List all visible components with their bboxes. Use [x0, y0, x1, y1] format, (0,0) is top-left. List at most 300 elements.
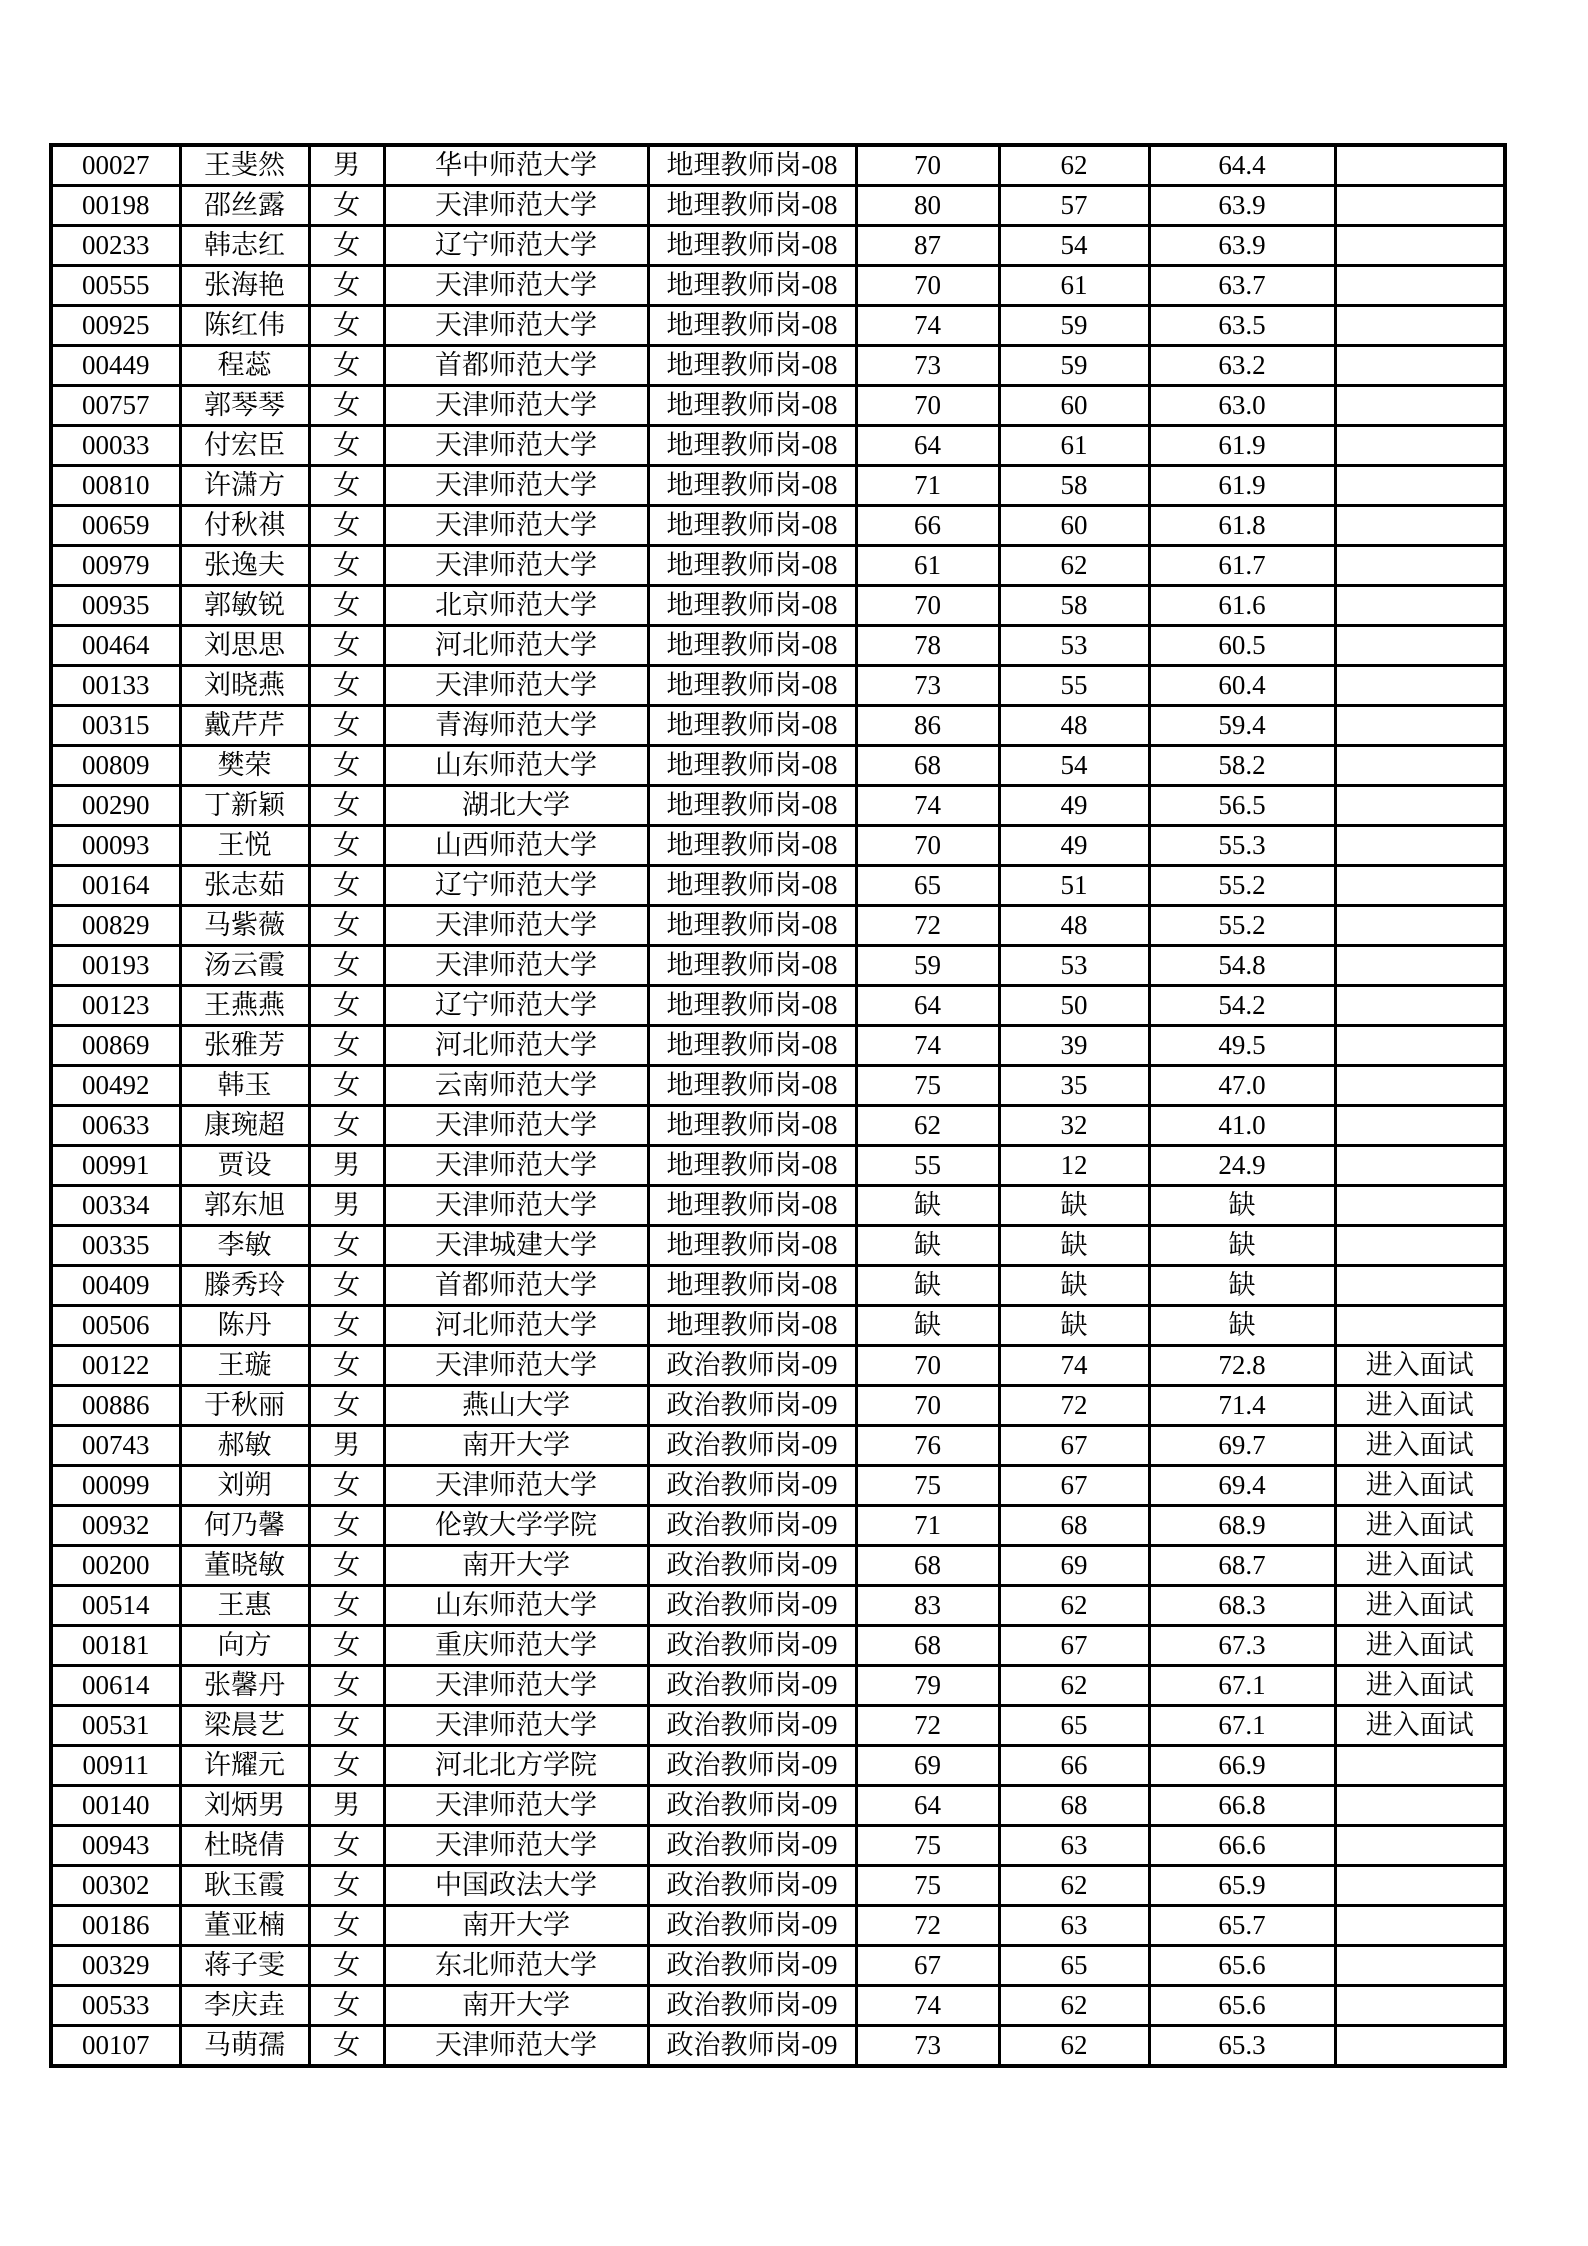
cell-final_score: 71.4 [1149, 1386, 1335, 1426]
cell-id: 00133 [51, 666, 180, 706]
cell-id: 00302 [51, 1866, 180, 1906]
cell-remark [1335, 2026, 1505, 2067]
cell-final_score: 66.6 [1149, 1826, 1335, 1866]
cell-remark: 进入面试 [1335, 1426, 1505, 1466]
cell-written_score: 76 [856, 1426, 999, 1466]
cell-remark [1335, 306, 1505, 346]
cell-gender: 女 [309, 1746, 384, 1786]
cell-university: 南开大学 [384, 1906, 648, 1946]
cell-remark [1335, 145, 1505, 186]
cell-university: 山西师范大学 [384, 826, 648, 866]
cell-final_score: 67.3 [1149, 1626, 1335, 1666]
cell-gender: 女 [309, 1106, 384, 1146]
cell-university: 辽宁师范大学 [384, 226, 648, 266]
cell-trial_score: 55 [999, 666, 1149, 706]
cell-position: 政治教师岗-09 [648, 1386, 856, 1426]
cell-final_score: 65.6 [1149, 1946, 1335, 1986]
cell-remark [1335, 946, 1505, 986]
cell-position: 地理教师岗-08 [648, 346, 856, 386]
cell-final_score: 67.1 [1149, 1706, 1335, 1746]
cell-trial_score: 74 [999, 1346, 1149, 1386]
cell-trial_score: 39 [999, 1026, 1149, 1066]
cell-id: 00233 [51, 226, 180, 266]
table-row [51, 826, 1505, 866]
cell-name: 董亚楠 [180, 1906, 309, 1946]
table-row [51, 426, 1505, 466]
cell-position: 地理教师岗-08 [648, 145, 856, 186]
cell-university: 山东师范大学 [384, 1586, 648, 1626]
cell-trial_score: 缺 [999, 1186, 1149, 1226]
cell-id: 00492 [51, 1066, 180, 1106]
cell-id: 00991 [51, 1146, 180, 1186]
cell-university: 天津师范大学 [384, 666, 648, 706]
cell-final_score: 58.2 [1149, 746, 1335, 786]
cell-remark [1335, 1906, 1505, 1946]
cell-position: 地理教师岗-08 [648, 546, 856, 586]
cell-id: 00659 [51, 506, 180, 546]
table-row [51, 946, 1505, 986]
table-row [51, 1826, 1505, 1866]
cell-gender: 女 [309, 1466, 384, 1506]
cell-position: 政治教师岗-09 [648, 1346, 856, 1386]
cell-id: 00633 [51, 1106, 180, 1146]
cell-position: 地理教师岗-08 [648, 746, 856, 786]
table-row [51, 1746, 1505, 1786]
cell-written_score: 70 [856, 586, 999, 626]
cell-gender: 女 [309, 546, 384, 586]
cell-final_score: 68.9 [1149, 1506, 1335, 1546]
cell-trial_score: 58 [999, 586, 1149, 626]
cell-university: 天津师范大学 [384, 946, 648, 986]
cell-university: 南开大学 [384, 1426, 648, 1466]
cell-trial_score: 72 [999, 1386, 1149, 1426]
table-row [51, 1026, 1505, 1066]
cell-name: 许耀元 [180, 1746, 309, 1786]
cell-written_score: 68 [856, 1626, 999, 1666]
cell-remark: 进入面试 [1335, 1706, 1505, 1746]
cell-name: 张逸夫 [180, 546, 309, 586]
cell-university: 天津师范大学 [384, 1346, 648, 1386]
cell-gender: 女 [309, 906, 384, 946]
cell-trial_score: 61 [999, 426, 1149, 466]
cell-position: 地理教师岗-08 [648, 666, 856, 706]
cell-university: 天津师范大学 [384, 1826, 648, 1866]
cell-university: 首都师范大学 [384, 1266, 648, 1306]
cell-trial_score: 57 [999, 186, 1149, 226]
cell-final_score: 63.5 [1149, 306, 1335, 346]
cell-name: 杜晓倩 [180, 1826, 309, 1866]
cell-university: 河北北方学院 [384, 1746, 648, 1786]
cell-university: 天津师范大学 [384, 906, 648, 946]
cell-gender: 女 [309, 1306, 384, 1346]
table-row [51, 1546, 1505, 1586]
cell-trial_score: 35 [999, 1066, 1149, 1106]
cell-remark [1335, 626, 1505, 666]
cell-gender: 女 [309, 1506, 384, 1546]
cell-gender: 男 [309, 1146, 384, 1186]
cell-remark [1335, 746, 1505, 786]
cell-written_score: 87 [856, 226, 999, 266]
cell-written_score: 74 [856, 786, 999, 826]
cell-trial_score: 50 [999, 986, 1149, 1026]
cell-id: 00809 [51, 746, 180, 786]
table-row [51, 145, 1505, 186]
cell-id: 00122 [51, 1346, 180, 1386]
cell-written_score: 70 [856, 386, 999, 426]
cell-position: 政治教师岗-09 [648, 1786, 856, 1826]
cell-trial_score: 32 [999, 1106, 1149, 1146]
cell-written_score: 75 [856, 1066, 999, 1106]
cell-name: 向方 [180, 1626, 309, 1666]
cell-university: 天津师范大学 [384, 546, 648, 586]
cell-written_score: 73 [856, 2026, 999, 2067]
cell-written_score: 69 [856, 1746, 999, 1786]
cell-written_score: 64 [856, 986, 999, 1026]
cell-name: 邵丝露 [180, 186, 309, 226]
cell-written_score: 75 [856, 1466, 999, 1506]
cell-name: 陈丹 [180, 1306, 309, 1346]
cell-final_score: 55.2 [1149, 866, 1335, 906]
cell-trial_score: 缺 [999, 1266, 1149, 1306]
table-row [51, 1506, 1505, 1546]
cell-id: 00107 [51, 2026, 180, 2067]
results-table [49, 143, 1507, 2068]
cell-remark [1335, 386, 1505, 426]
cell-position: 地理教师岗-08 [648, 1226, 856, 1266]
cell-remark [1335, 1066, 1505, 1106]
cell-name: 王斐然 [180, 145, 309, 186]
cell-remark [1335, 786, 1505, 826]
cell-gender: 女 [309, 266, 384, 306]
cell-id: 00164 [51, 866, 180, 906]
cell-position: 地理教师岗-08 [648, 1186, 856, 1226]
cell-gender: 女 [309, 346, 384, 386]
cell-id: 00198 [51, 186, 180, 226]
cell-final_score: 54.2 [1149, 986, 1335, 1026]
cell-gender: 女 [309, 1226, 384, 1266]
cell-position: 地理教师岗-08 [648, 786, 856, 826]
cell-remark [1335, 1986, 1505, 2026]
cell-final_score: 缺 [1149, 1226, 1335, 1266]
cell-id: 00943 [51, 1826, 180, 1866]
cell-written_score: 缺 [856, 1266, 999, 1306]
cell-final_score: 47.0 [1149, 1066, 1335, 1106]
cell-university: 辽宁师范大学 [384, 986, 648, 1026]
cell-name: 梁晨艺 [180, 1706, 309, 1746]
cell-university: 天津师范大学 [384, 186, 648, 226]
table-row [51, 1786, 1505, 1826]
table-row [51, 786, 1505, 826]
cell-remark: 进入面试 [1335, 1346, 1505, 1386]
cell-name: 耿玉霞 [180, 1866, 309, 1906]
cell-written_score: 70 [856, 1346, 999, 1386]
cell-university: 天津师范大学 [384, 506, 648, 546]
cell-gender: 女 [309, 1866, 384, 1906]
cell-trial_score: 67 [999, 1466, 1149, 1506]
cell-university: 首都师范大学 [384, 346, 648, 386]
cell-gender: 女 [309, 946, 384, 986]
cell-position: 地理教师岗-08 [648, 386, 856, 426]
cell-gender: 男 [309, 1186, 384, 1226]
cell-written_score: 78 [856, 626, 999, 666]
table-row [51, 1106, 1505, 1146]
cell-final_score: 60.5 [1149, 626, 1335, 666]
cell-name: 王璇 [180, 1346, 309, 1386]
cell-name: 张馨丹 [180, 1666, 309, 1706]
cell-gender: 女 [309, 1586, 384, 1626]
cell-id: 00099 [51, 1466, 180, 1506]
cell-name: 王悦 [180, 826, 309, 866]
cell-trial_score: 12 [999, 1146, 1149, 1186]
cell-name: 于秋丽 [180, 1386, 309, 1426]
cell-id: 00193 [51, 946, 180, 986]
table-row [51, 1266, 1505, 1306]
cell-final_score: 49.5 [1149, 1026, 1335, 1066]
results-table-body [51, 145, 1505, 2066]
cell-name: 李庆垚 [180, 1986, 309, 2026]
cell-trial_score: 59 [999, 346, 1149, 386]
cell-university: 河北师范大学 [384, 1306, 648, 1346]
cell-university: 青海师范大学 [384, 706, 648, 746]
cell-written_score: 65 [856, 866, 999, 906]
cell-final_score: 65.7 [1149, 1906, 1335, 1946]
table-row [51, 986, 1505, 1026]
cell-written_score: 71 [856, 466, 999, 506]
cell-trial_score: 63 [999, 1826, 1149, 1866]
cell-written_score: 70 [856, 145, 999, 186]
cell-written_score: 68 [856, 746, 999, 786]
cell-remark [1335, 426, 1505, 466]
cell-university: 天津师范大学 [384, 1466, 648, 1506]
cell-trial_score: 65 [999, 1706, 1149, 1746]
cell-id: 00334 [51, 1186, 180, 1226]
cell-trial_score: 61 [999, 266, 1149, 306]
cell-name: 刘晓燕 [180, 666, 309, 706]
cell-position: 地理教师岗-08 [648, 266, 856, 306]
cell-gender: 女 [309, 506, 384, 546]
cell-id: 00533 [51, 1986, 180, 2026]
cell-final_score: 63.9 [1149, 226, 1335, 266]
cell-written_score: 66 [856, 506, 999, 546]
cell-id: 00123 [51, 986, 180, 1026]
cell-id: 00290 [51, 786, 180, 826]
cell-name: 樊荣 [180, 746, 309, 786]
cell-id: 00829 [51, 906, 180, 946]
cell-trial_score: 59 [999, 306, 1149, 346]
cell-name: 程蕊 [180, 346, 309, 386]
cell-written_score: 75 [856, 1866, 999, 1906]
cell-position: 政治教师岗-09 [648, 1826, 856, 1866]
cell-id: 00531 [51, 1706, 180, 1746]
table-row [51, 466, 1505, 506]
cell-final_score: 61.9 [1149, 426, 1335, 466]
cell-final_score: 65.6 [1149, 1986, 1335, 2026]
cell-gender: 女 [309, 426, 384, 466]
cell-final_score: 63.2 [1149, 346, 1335, 386]
cell-remark [1335, 1026, 1505, 1066]
cell-written_score: 75 [856, 1826, 999, 1866]
cell-written_score: 70 [856, 266, 999, 306]
cell-position: 政治教师岗-09 [648, 1426, 856, 1466]
cell-id: 00409 [51, 1266, 180, 1306]
cell-trial_score: 54 [999, 746, 1149, 786]
cell-written_score: 73 [856, 666, 999, 706]
cell-gender: 女 [309, 666, 384, 706]
cell-remark [1335, 706, 1505, 746]
cell-name: 韩玉 [180, 1066, 309, 1106]
cell-name: 滕秀玲 [180, 1266, 309, 1306]
table-row [51, 186, 1505, 226]
cell-university: 天津师范大学 [384, 1186, 648, 1226]
cell-trial_score: 67 [999, 1426, 1149, 1466]
cell-gender: 女 [309, 306, 384, 346]
cell-position: 地理教师岗-08 [648, 866, 856, 906]
cell-university: 天津师范大学 [384, 266, 648, 306]
cell-remark [1335, 226, 1505, 266]
cell-remark: 进入面试 [1335, 1506, 1505, 1546]
cell-remark [1335, 1306, 1505, 1346]
cell-remark [1335, 866, 1505, 906]
cell-id: 00614 [51, 1666, 180, 1706]
cell-id: 00464 [51, 626, 180, 666]
cell-final_score: 54.8 [1149, 946, 1335, 986]
cell-remark [1335, 186, 1505, 226]
cell-name: 郝敏 [180, 1426, 309, 1466]
cell-gender: 女 [309, 1666, 384, 1706]
cell-name: 陈红伟 [180, 306, 309, 346]
cell-remark [1335, 1106, 1505, 1146]
cell-id: 00869 [51, 1026, 180, 1066]
cell-written_score: 64 [856, 426, 999, 466]
cell-remark [1335, 266, 1505, 306]
cell-name: 汤云霞 [180, 946, 309, 986]
cell-written_score: 缺 [856, 1306, 999, 1346]
cell-gender: 女 [309, 1266, 384, 1306]
cell-gender: 女 [309, 226, 384, 266]
cell-remark [1335, 906, 1505, 946]
cell-position: 政治教师岗-09 [648, 1946, 856, 1986]
cell-university: 河北师范大学 [384, 1026, 648, 1066]
cell-trial_score: 缺 [999, 1306, 1149, 1346]
cell-name: 张志茹 [180, 866, 309, 906]
cell-final_score: 63.9 [1149, 186, 1335, 226]
table-row [51, 1386, 1505, 1426]
cell-name: 郭敏锐 [180, 586, 309, 626]
cell-id: 00140 [51, 1786, 180, 1826]
cell-trial_score: 58 [999, 466, 1149, 506]
cell-trial_score: 67 [999, 1626, 1149, 1666]
cell-position: 政治教师岗-09 [648, 1746, 856, 1786]
cell-gender: 男 [309, 1786, 384, 1826]
table-row [51, 1466, 1505, 1506]
table-row [51, 346, 1505, 386]
cell-gender: 女 [309, 986, 384, 1026]
cell-gender: 女 [309, 786, 384, 826]
table-row [51, 1986, 1505, 2026]
cell-written_score: 74 [856, 1026, 999, 1066]
cell-remark: 进入面试 [1335, 1586, 1505, 1626]
table-row [51, 706, 1505, 746]
cell-remark [1335, 1826, 1505, 1866]
cell-written_score: 70 [856, 826, 999, 866]
cell-final_score: 68.7 [1149, 1546, 1335, 1586]
cell-final_score: 66.9 [1149, 1746, 1335, 1786]
cell-final_score: 55.2 [1149, 906, 1335, 946]
cell-trial_score: 48 [999, 906, 1149, 946]
cell-id: 00810 [51, 466, 180, 506]
cell-trial_score: 65 [999, 1946, 1149, 1986]
table-row [51, 586, 1505, 626]
cell-final_score: 24.9 [1149, 1146, 1335, 1186]
cell-written_score: 72 [856, 906, 999, 946]
cell-gender: 女 [309, 2026, 384, 2067]
cell-final_score: 缺 [1149, 1266, 1335, 1306]
cell-id: 00757 [51, 386, 180, 426]
table-row [51, 666, 1505, 706]
cell-written_score: 59 [856, 946, 999, 986]
cell-trial_score: 62 [999, 1986, 1149, 2026]
cell-trial_score: 63 [999, 1906, 1149, 1946]
table-row [51, 1306, 1505, 1346]
cell-final_score: 61.7 [1149, 546, 1335, 586]
cell-id: 00555 [51, 266, 180, 306]
cell-gender: 女 [309, 466, 384, 506]
cell-id: 00027 [51, 145, 180, 186]
cell-gender: 女 [309, 706, 384, 746]
table-row [51, 1146, 1505, 1186]
cell-gender: 女 [309, 1626, 384, 1666]
cell-final_score: 69.4 [1149, 1466, 1335, 1506]
cell-trial_score: 53 [999, 946, 1149, 986]
cell-name: 何乃馨 [180, 1506, 309, 1546]
cell-university: 南开大学 [384, 1986, 648, 2026]
cell-final_score: 缺 [1149, 1306, 1335, 1346]
cell-gender: 女 [309, 1826, 384, 1866]
table-row [51, 1866, 1505, 1906]
cell-gender: 女 [309, 1386, 384, 1426]
cell-trial_score: 62 [999, 145, 1149, 186]
cell-name: 贾设 [180, 1146, 309, 1186]
cell-university: 天津师范大学 [384, 1106, 648, 1146]
cell-gender: 女 [309, 186, 384, 226]
cell-id: 00925 [51, 306, 180, 346]
cell-gender: 女 [309, 1546, 384, 1586]
cell-written_score: 62 [856, 1106, 999, 1146]
cell-university: 天津城建大学 [384, 1226, 648, 1266]
cell-gender: 女 [309, 386, 384, 426]
cell-position: 政治教师岗-09 [648, 1866, 856, 1906]
cell-position: 地理教师岗-08 [648, 826, 856, 866]
cell-university: 天津师范大学 [384, 306, 648, 346]
cell-name: 付秋祺 [180, 506, 309, 546]
cell-written_score: 74 [856, 306, 999, 346]
cell-name: 王燕燕 [180, 986, 309, 1026]
cell-position: 政治教师岗-09 [648, 1666, 856, 1706]
cell-final_score: 41.0 [1149, 1106, 1335, 1146]
cell-final_score: 65.9 [1149, 1866, 1335, 1906]
cell-position: 政治教师岗-09 [648, 1626, 856, 1666]
cell-university: 北京师范大学 [384, 586, 648, 626]
cell-university: 南开大学 [384, 1546, 648, 1586]
table-row [51, 546, 1505, 586]
cell-written_score: 72 [856, 1906, 999, 1946]
cell-trial_score: 62 [999, 1666, 1149, 1706]
cell-name: 董晓敏 [180, 1546, 309, 1586]
cell-name: 韩志红 [180, 226, 309, 266]
cell-remark [1335, 666, 1505, 706]
cell-final_score: 61.8 [1149, 506, 1335, 546]
cell-name: 康琬超 [180, 1106, 309, 1146]
